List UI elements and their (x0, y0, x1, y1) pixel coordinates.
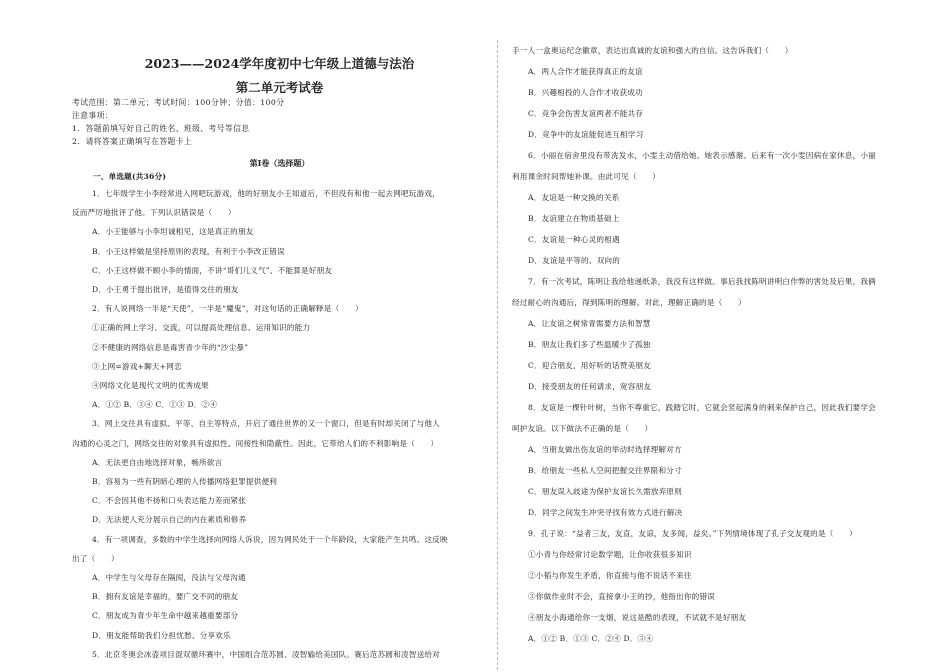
left-text-line: 1．七年级学生小李经常进入网吧玩游戏，他的好朋友小王知道后，不但没有和他一起去网吧玩游戏， (92, 189, 440, 198)
right-text-line: 7．有一次考试，陈明让我给他递纸条，我没有这样做。事后我找陈明讲明白作弊的害处及后果，我俩 (528, 277, 876, 286)
right-text-line: B．朋友让我们多了些温暖少了孤独 (528, 340, 651, 349)
right-text-line: C．竞争会伤害友谊两者不能共存 (528, 109, 644, 118)
right-text-line: C．朋友误入歧途为保护友谊长久需放弃原则 (528, 487, 683, 496)
right-text-line: 6．小丽在宿舍里没有带洗发水，小雯主动借给她。她表示感谢。后来有一次小雯因病在家休息，小丽 (528, 151, 876, 160)
right-text-line: A．两人合作才能获得真正的友谊 (528, 67, 643, 76)
left-text-line: D．无法使人充分展示自己的内在素质和修养 (92, 515, 247, 525)
left-text-line: B．拥有友谊是幸福的，要广交不同的朋友 (92, 592, 239, 602)
right-text-line: 手一人一盒奥运纪念徽章，表达出真诚的友谊和强大的自信。这告诉我们（ ） (512, 46, 793, 55)
exam-subtitle: 第二单元考试卷 (235, 80, 324, 95)
right-text-line: C．迎合朋友，用好听的话赞美朋友 (528, 361, 651, 370)
right-text-line: 经过耐心的沟通后，得到陈明的理解。对此，理解正确的是（ ） (512, 298, 746, 307)
left-text-line: A．无法更自由地选择对象，畅所欲言 (92, 457, 223, 467)
exam-title: 2023——2024学年度初中七年级上道德与法治 (144, 56, 415, 71)
right-text-line: D．竞争中的友谊能促进互相学习 (528, 130, 644, 139)
left-text-line: C．小王这样做不顾小李的情面，不讲“哥们儿义气”、不能算是好朋友 (92, 265, 333, 275)
right-text-line: B．兴趣相投的人合作才收获成功 (528, 88, 643, 97)
right-text-line: B．友谊建立在物质基础上 (528, 214, 620, 223)
exam-scope: 考试范围：第二单元；考试时间：100分钟；分值：100分 (72, 98, 285, 107)
left-text-line: ③上网=游戏+聊天+网恋 (92, 361, 182, 371)
left-text-line: B．容易为一些有阴暗心理的人传播网络犯罪提供便利 (92, 477, 278, 486)
right-text-line: A．①② B．①③ C．②④ D．③④ (528, 634, 654, 643)
column-divider (497, 40, 498, 670)
right-text-line: ①小青与你经常讨论数学题，让你收获很多知识 (528, 550, 692, 559)
right-text-line: ②小韬与你发生矛盾，你直接与他不说话不来往 (528, 571, 692, 580)
left-text-line: C．朋友成为青少年生命中越来越重要部分 (92, 611, 239, 621)
section-title: 一、单选题(共36分) (93, 172, 167, 181)
notice-item-1: 1．答题前填写好自己的姓名、班级、考号等信息 (72, 124, 250, 133)
left-text-line: A．①② B．③④ C．①③ D．②④ (92, 400, 218, 410)
left-text-line: ①正确的网上学习、交流，可以提高处理信息、运用知识的能力 (92, 323, 311, 333)
notice-heading: 注意事项： (72, 111, 113, 120)
right-text-line: ③你做作业时不会，直接拿小王的抄，他指出你的错误 (528, 592, 716, 601)
right-text-line: ④朋友小海通给你一支烟，说这是酷的表现，不试就不是好朋友 (528, 613, 747, 622)
left-text-line: 5．北京冬奥会冰壶项目混双循环赛中，中国组合范苏圆、凌智输给美国队。赛后范苏圆和凌智送给对 (92, 649, 440, 659)
right-text-line: A．当朋友做出伤友谊的举动时选择理解对方 (528, 445, 682, 454)
right-text-line: A．让友谊之树常青需要方法和智慧 (528, 319, 651, 328)
left-text-line: C．不会因其他不扬和口头表达能力差而紧张 (92, 496, 247, 506)
left-text-line: ④网络文化是现代文明的优秀成果 (92, 381, 209, 390)
part-title: 第I卷（选择题） (249, 158, 310, 168)
left-text-line: D．小王勇于提出批评，是值得交往的朋友 (92, 285, 239, 294)
left-text-line: ②不健康的网络信息是毒害青少年的“沙尘暴” (92, 342, 249, 352)
notice-item-2: 2．请将答案正确填写在答题卡上 (72, 137, 193, 146)
right-text-line: A．友谊是一种交换的关系 (528, 193, 620, 202)
left-text-line: 2．有人说网络一半是“天使”，一半是“魔鬼”，对这句话的正确解释是（ ） (92, 304, 363, 314)
left-text-line: 沟通的心灵之门，网络交往的对象具有虚拟性、间接性和隐蔽性。因此，它带给人们的不利影响是（ ） (72, 438, 439, 448)
right-text-line: 呵护友谊。以下做法不正确的是（ ） (512, 424, 653, 433)
left-text-line: D．朋友能帮助我们分担忧愁、分享欢乐 (92, 630, 231, 640)
left-text-line: 4．有一项调查，多数的中学生选择向网络人诉说，因为网民处于一个年龄段，大家能产生共鸣。这反映 (92, 534, 448, 544)
right-text-line: 利用课余时间帮她补课。由此可见（ ） (512, 172, 661, 181)
right-text-line: B．给朋友一些私人空间把握交往界限和分寸 (528, 466, 682, 475)
right-text-line: 9．孔子说：“益者三友，友直，友谅，友多闻，益矣。”下列情境体现了孔子交友观的是（ ） (528, 529, 857, 538)
right-text-line: D．接受朋友的任何请求，宽容朋友 (528, 382, 652, 391)
right-text-line: 8．友谊是一棵针叶树，当你不尊重它，践踏它时，它就会竖起满身的刺来保护自己，因此我们要学会 (528, 403, 876, 412)
left-text-line: A．小王能够与小李坦诚相见，这是真正的朋友 (92, 227, 254, 237)
left-text-line: 反而严厉地批评了他。下列认识错误是（ ） (72, 208, 236, 218)
left-text-line: B．小王这样做是坚持原则的表现，有利于小李改正错误 (92, 246, 285, 256)
right-text-line: D．友谊是平等的、双向的 (528, 256, 621, 265)
left-text-line: 3．网上交往具有虚拟、平等、自主等特点，开启了通往世界的又一个窗口，但是有时却关闭了与他人 (92, 419, 440, 429)
left-text-line: 出了（ ） (72, 553, 119, 563)
right-text-line: C．友谊是一种心灵的相遇 (528, 235, 620, 244)
left-text-line: A．中学生与父母存在隔阂，没法与父母沟通 (92, 573, 246, 582)
right-text-line: D．同学之间发生冲突寻找有效方式进行解决 (528, 508, 683, 517)
